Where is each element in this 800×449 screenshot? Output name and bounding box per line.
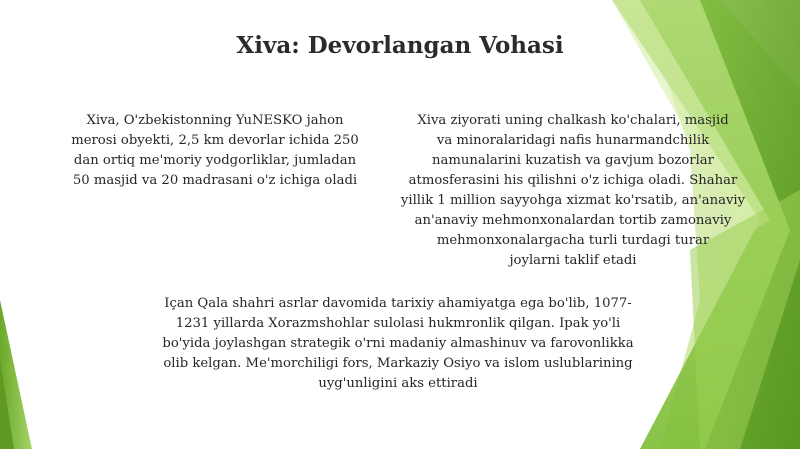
text-line: 1231 yillarda Xorazmshohlar sulolasi hukmronlik qilgan. Ipak yo'li bbox=[175, 316, 621, 331]
right-text-block bbox=[392, 111, 754, 271]
bottom-text-block bbox=[120, 294, 676, 394]
text-line: va minoralaridagi nafis hunarmandchilik bbox=[436, 133, 710, 148]
text-line: mehmonxonalargacha turli turdagi turar bbox=[436, 233, 710, 248]
slide-title: Xiva: Devorlangan Vohasi bbox=[236, 32, 564, 59]
text-line: Içan Qala shahri asrlar davomida tarixiy ahamiyatga ega bo'lib, 1077- bbox=[164, 296, 632, 311]
text-line: dan ortiq me'moriy yodgorliklar, jumladan bbox=[73, 153, 357, 168]
text-line: atmosferasini his qilishni o'z ichiga oladi. Shahar bbox=[408, 173, 738, 188]
text-line: yillik 1 million sayyohga xizmat ko'rsatib, an'anaviy bbox=[400, 193, 746, 208]
text-line: Xiva ziyorati uning chalkash ko'chalari, masjid bbox=[417, 113, 729, 128]
text-line: uyg'unligini aks ettiradi bbox=[318, 376, 478, 391]
text-line: Xiva, O'zbekistonning YuNESKO jahon bbox=[86, 113, 344, 128]
text-line: an'anaviy mehmonxonalardan tortib zamonaviy bbox=[414, 213, 732, 228]
text-line: namunalarini kuzatish va gavjum bozorlar bbox=[432, 153, 714, 168]
text-line: joylarni taklif etadi bbox=[509, 253, 637, 268]
text-line: olib kelgan. Me'morchiligi fors, Markaziy Osiyo va islom uslublarining bbox=[163, 356, 633, 371]
text-line: 50 masjid va 20 madrasani o'z ichiga oladi bbox=[72, 173, 358, 188]
text-line: merosi obyekti, 2,5 km devorlar ichida 250 bbox=[71, 133, 359, 148]
left-text-block bbox=[55, 111, 375, 191]
text-line: bo'yida joylashgan strategik o'rni madaniy almashinuv va farovonlikka bbox=[162, 336, 634, 351]
